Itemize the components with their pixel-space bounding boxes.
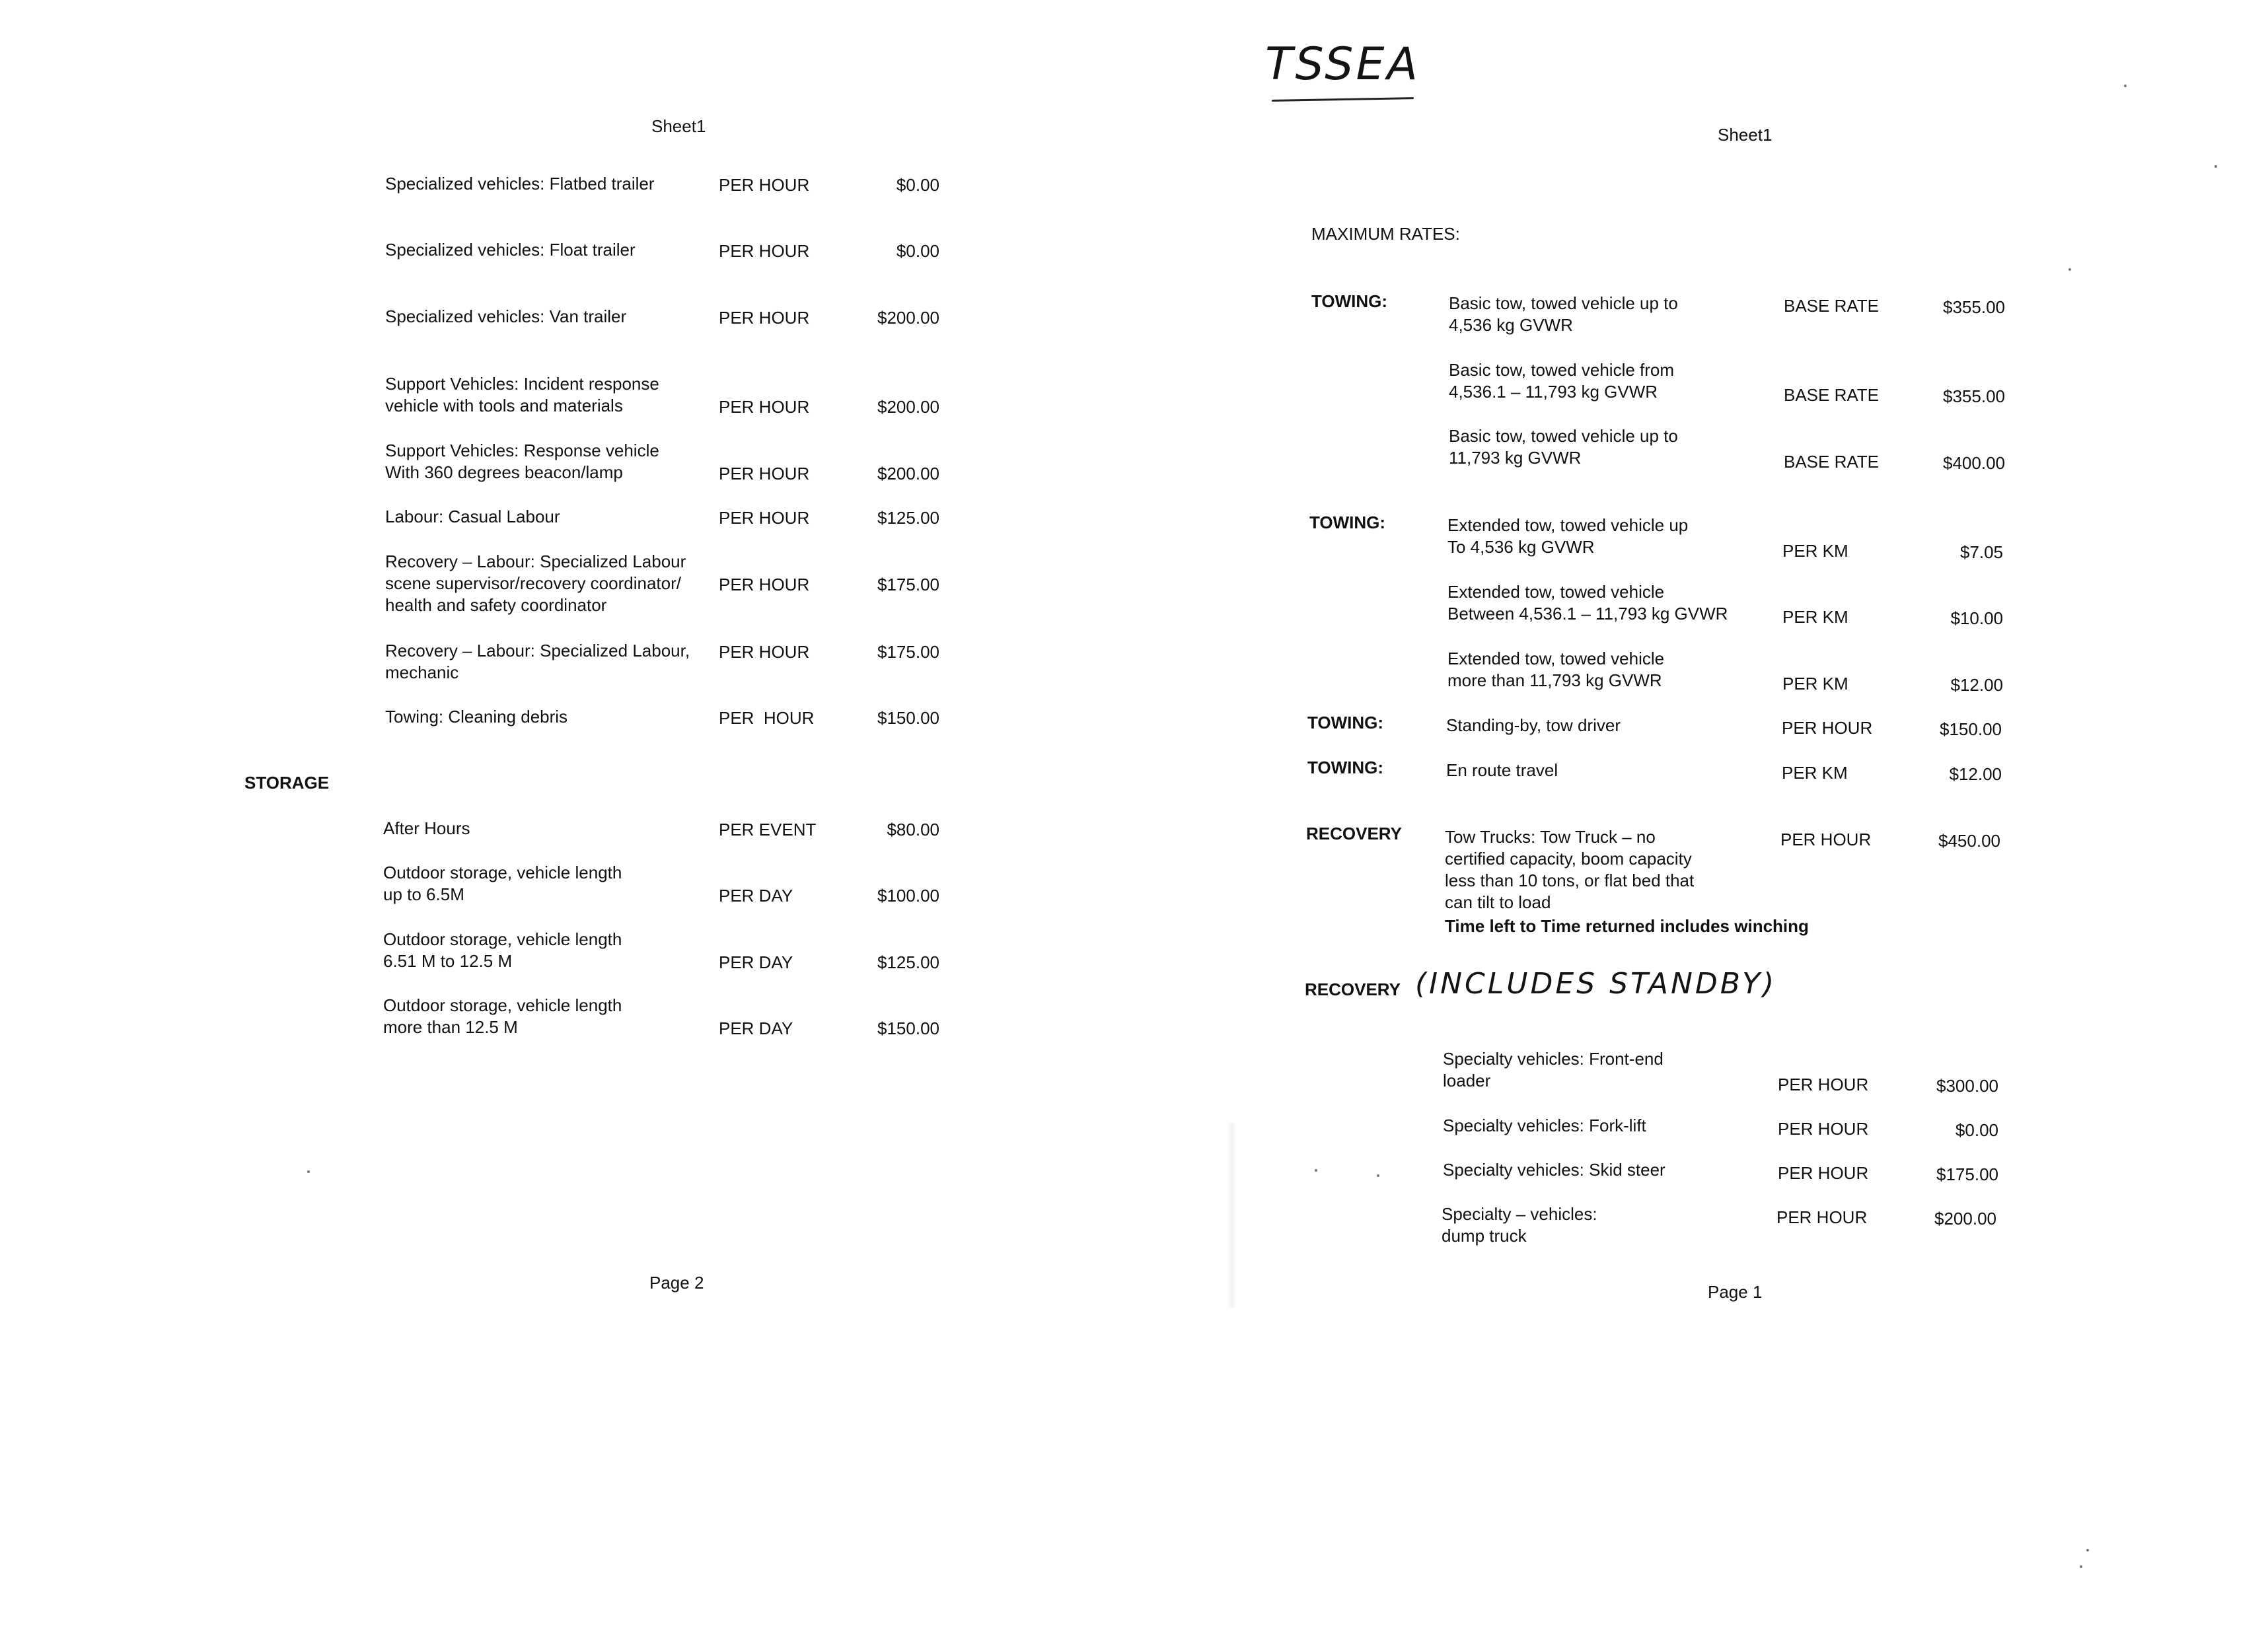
- sheet-title: Sheet1: [1718, 125, 1773, 145]
- rate-amount: $150.00: [1940, 719, 2002, 739]
- rate-unit: PER KM: [1782, 674, 1848, 694]
- rate-description: Specialized vehicles: Flatbed trailer: [385, 174, 655, 194]
- rate-amount: $450.00: [1938, 831, 2000, 851]
- rate-amount: $7.05: [1959, 542, 2003, 562]
- scan-speck: [2124, 85, 2127, 87]
- rate-unit: PER HOUR: [719, 508, 810, 528]
- rate-description: vehicle with tools and materials: [385, 396, 623, 415]
- scan-speck: [2086, 1549, 2089, 1551]
- rate-description: Tow Trucks: Tow Truck – no: [1445, 827, 1656, 847]
- rate-amount: $150.00: [877, 1018, 939, 1038]
- rate-unit: PER HOUR: [719, 642, 810, 662]
- rate-amount: $125.00: [877, 952, 939, 972]
- rate-category: TOWING:: [1309, 513, 1386, 532]
- rate-amount: $125.00: [877, 508, 939, 528]
- rate-category: TOWING:: [1307, 758, 1384, 777]
- rate-description: Labour: Casual Labour: [385, 507, 560, 526]
- rate-category: TOWING:: [1311, 291, 1388, 311]
- scan-speck: [1377, 1174, 1379, 1177]
- rate-unit: PER HOUR: [1776, 1207, 1868, 1227]
- rate-amount: $175.00: [1936, 1164, 1998, 1184]
- scan-fold-shadow: [1227, 1123, 1237, 1308]
- rate-unit: PER HOUR: [719, 464, 810, 483]
- rate-unit: PER HOUR: [719, 308, 810, 328]
- rate-description: Specialty vehicles: Fork-lift: [1443, 1116, 1646, 1135]
- rate-description: Recovery – Labour: Specialized Labour,: [385, 641, 690, 660]
- rate-amount: $0.00: [896, 241, 939, 261]
- rate-unit: BASE RATE: [1784, 452, 1880, 472]
- rate-amount: $100.00: [877, 886, 939, 906]
- rate-description: Extended tow, towed vehicle: [1447, 582, 1665, 602]
- rate-unit: PER DAY: [719, 1018, 793, 1038]
- rate-amount: $355.00: [1943, 386, 2005, 406]
- rate-description: Recovery – Labour: Specialized Labour: [385, 552, 686, 571]
- rate-description: more than 12.5 M: [383, 1017, 518, 1037]
- storage-heading: STORAGE: [244, 773, 330, 793]
- rate-unit: PER HOUR: [1782, 718, 1873, 738]
- rate-unit: PER DAY: [719, 886, 793, 906]
- rate-amount: $10.00: [1950, 608, 2003, 628]
- rate-description: 4,536 kg GVWR: [1449, 315, 1573, 335]
- rate-description: Between 4,536.1 – 11,793 kg GVWR: [1447, 604, 1728, 623]
- rate-unit: PER HOUR: [1778, 1119, 1869, 1139]
- rate-amount: $80.00: [887, 820, 939, 839]
- rate-description: 11,793 kg GVWR: [1449, 448, 1582, 468]
- rate-amount: $12.00: [1950, 675, 2003, 695]
- rate-description: more than 11,793 kg GVWR: [1447, 670, 1662, 690]
- winching-note: Time left to Time returned includes winching: [1445, 916, 1809, 936]
- rate-description: Basic tow, towed vehicle up to: [1449, 293, 1678, 313]
- rate-unit: PER KM: [1782, 607, 1848, 627]
- rate-description: Specialty vehicles: Front-end: [1443, 1049, 1664, 1069]
- rate-description: Specialty – vehicles:: [1442, 1204, 1597, 1224]
- rate-amount: $175.00: [877, 642, 939, 662]
- rate-unit: PER HOUR: [719, 397, 810, 417]
- rate-description: Basic tow, towed vehicle from: [1449, 360, 1675, 380]
- scan-speck: [2080, 1565, 2082, 1568]
- sheet-title: Sheet1: [651, 116, 706, 136]
- rate-amount: $400.00: [1943, 453, 2005, 473]
- handwritten-underline: [1272, 97, 1414, 102]
- rate-unit: PER EVENT: [719, 820, 817, 839]
- rate-amount: $300.00: [1936, 1076, 1998, 1096]
- scan-speck: [2214, 165, 2217, 168]
- rate-amount: $0.00: [1955, 1120, 1998, 1140]
- rate-description: Basic tow, towed vehicle up to: [1449, 426, 1678, 446]
- rate-description: loader: [1443, 1071, 1491, 1090]
- rate-description: Support Vehicles: Response vehicle: [385, 441, 659, 460]
- scan-speck: [2068, 268, 2071, 271]
- rate-amount: $355.00: [1943, 297, 2005, 317]
- rate-description: less than 10 tons, or flat bed that: [1445, 871, 1695, 890]
- page-number: Page 2: [649, 1273, 704, 1293]
- rate-description: dump truck: [1442, 1226, 1527, 1246]
- rate-description: Extended tow, towed vehicle up: [1447, 515, 1689, 535]
- rate-description: up to 6.5M: [383, 884, 464, 904]
- rate-unit: PER HOUR: [719, 708, 815, 728]
- rate-description: mechanic: [385, 662, 459, 682]
- rate-amount: $12.00: [1949, 764, 2002, 784]
- rate-description: Standing-by, tow driver: [1446, 715, 1621, 735]
- rate-description: scene supervisor/recovery coordinator/: [385, 573, 681, 593]
- rate-description: 4,536.1 – 11,793 kg GVWR: [1449, 382, 1658, 402]
- handwritten-note: (INCLUDES STANDBY): [1415, 967, 1777, 1001]
- rate-description: can tilt to load: [1445, 892, 1551, 912]
- rate-description: To 4,536 kg GVWR: [1447, 537, 1595, 557]
- rate-description: Towing: Cleaning debris: [385, 707, 568, 727]
- rate-unit: BASE RATE: [1784, 296, 1880, 316]
- rate-amount: $150.00: [877, 708, 939, 728]
- rate-description: certified capacity, boom capacity: [1445, 849, 1692, 869]
- page-number: Page 1: [1708, 1282, 1763, 1302]
- rate-amount: $200.00: [877, 464, 939, 483]
- rate-category: RECOVERY: [1306, 824, 1402, 843]
- scan-speck: [1315, 1169, 1317, 1172]
- rate-description: Specialized vehicles: Float trailer: [385, 240, 636, 260]
- rate-unit: BASE RATE: [1784, 385, 1880, 405]
- rate-amount: $200.00: [877, 308, 939, 328]
- rate-unit: PER DAY: [719, 952, 793, 972]
- rate-unit: PER HOUR: [1778, 1075, 1869, 1094]
- rate-description: En route travel: [1446, 760, 1558, 780]
- rate-amount: $200.00: [1934, 1209, 1996, 1228]
- rate-description: Extended tow, towed vehicle: [1447, 649, 1665, 668]
- rate-description: Support Vehicles: Incident response: [385, 374, 659, 394]
- rate-description: With 360 degrees beacon/lamp: [385, 462, 623, 482]
- rate-description: health and safety coordinator: [385, 595, 607, 615]
- rate-amount: $0.00: [896, 175, 939, 195]
- rate-category: TOWING:: [1307, 713, 1384, 732]
- rate-description: 6.51 M to 12.5 M: [383, 951, 513, 971]
- rate-amount: $175.00: [877, 575, 939, 594]
- rate-unit: PER HOUR: [1780, 830, 1872, 849]
- rate-description: After Hours: [383, 818, 470, 838]
- rate-unit: PER HOUR: [719, 575, 810, 594]
- rate-description: Outdoor storage, vehicle length: [383, 863, 622, 882]
- recovery-label: RECOVERY: [1305, 979, 1401, 999]
- rate-description: Specialty vehicles: Skid steer: [1443, 1160, 1665, 1180]
- rate-amount: $200.00: [877, 397, 939, 417]
- rate-unit: PER KM: [1782, 763, 1848, 783]
- rate-unit: PER HOUR: [1778, 1163, 1869, 1183]
- rate-unit: PER HOUR: [719, 175, 810, 195]
- rate-unit: PER KM: [1782, 541, 1848, 561]
- rate-description: Outdoor storage, vehicle length: [383, 995, 622, 1015]
- max-rates-label: MAXIMUM RATES:: [1311, 224, 1460, 244]
- rate-description: Specialized vehicles: Van trailer: [385, 306, 627, 326]
- rate-unit: PER HOUR: [719, 241, 810, 261]
- scan-speck: [307, 1170, 310, 1173]
- handwritten-title: TSSEA: [1265, 38, 1420, 90]
- rate-description: Outdoor storage, vehicle length: [383, 929, 622, 949]
